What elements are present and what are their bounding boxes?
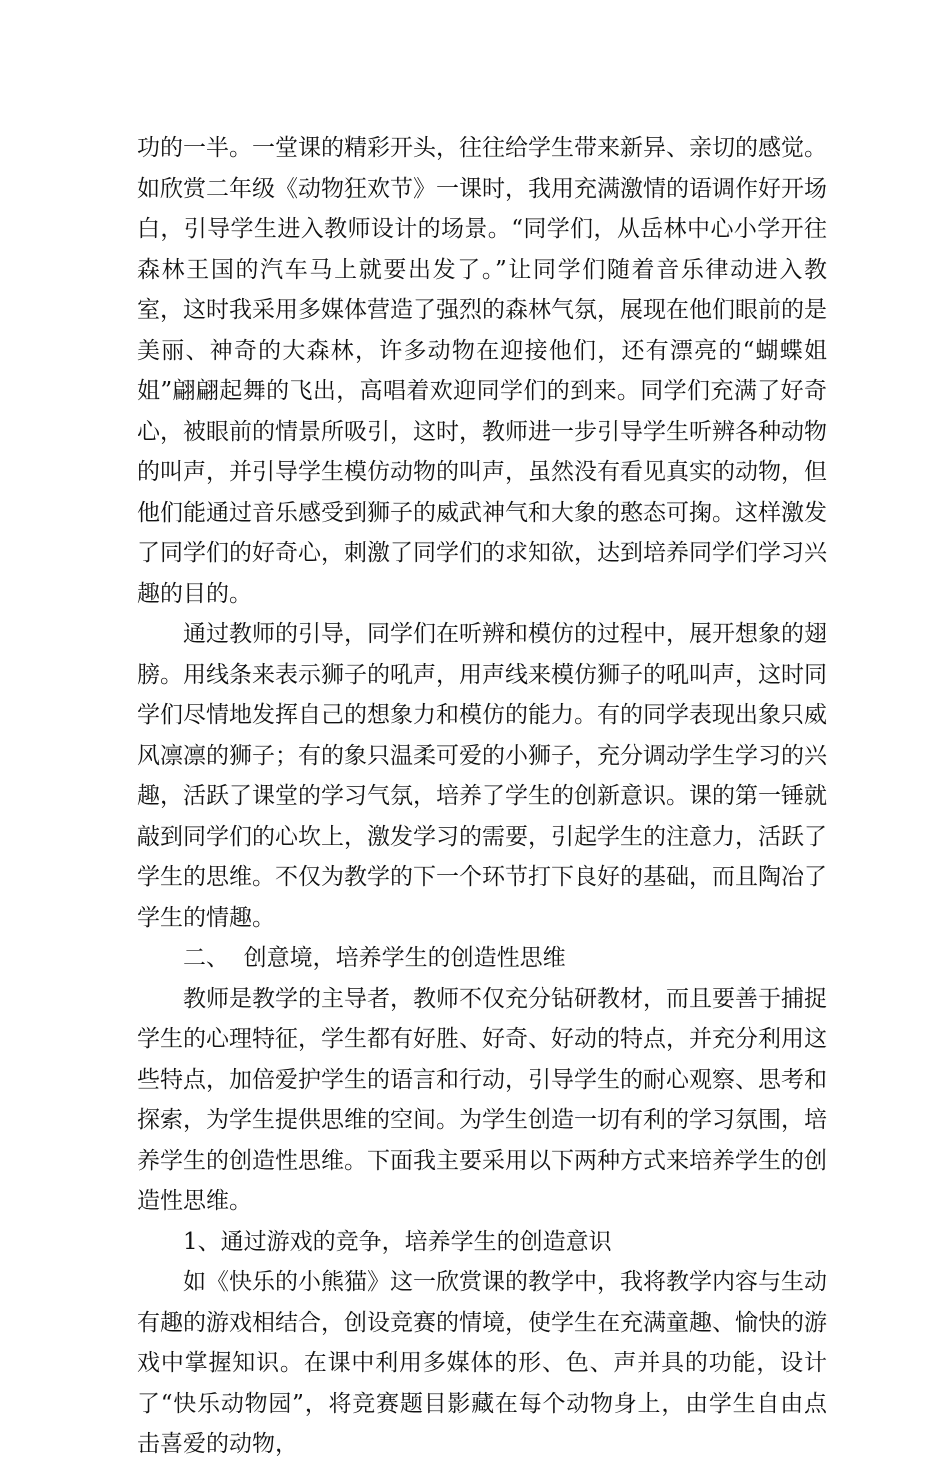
paragraph-guidance: 通过教师的引导，同学们在听辨和模仿的过程中，展开想象的翅膀。用线条来表示狮子的吼声，用声线来模仿狮子的吼叫声，这时同学们尽情地发挥自己的想象力和模仿的能力。有的同学表现出象只威风凛凛的狮子；有的象只温柔可爱的小狮子，充分调动学生学习的兴趣，活跃了课堂的学习气氛，培养了学生的创新意识。课的第一锤就敲到同学们的心坎上，激发学习的需要，引起学生的注意力，活跃了学生的思维。不仅为教学的下一个环节打下良好的基础，而且陶冶了学生的情趣。 — [137, 621, 827, 931]
paragraph-continuation: 功的一半。一堂课的精彩开头，往往给学生带来新异、亲切的感觉。如欣赏二年级《动物狂欢节》一课时，我用充满激情的语调作好开场白，引导学生进入教师设计的场景。“同学们，从岳林中心小学开往森林王国的汽车马上就要出发了。”让同学们随着音乐律动进入教室，这时我采用多媒体营造了强烈的森林气氛，展现在他们眼前的是美丽、神奇的大森林，许多动物在迎接他们，还有漂亮的“蝴蝶姐姐”翩翩起舞的飞出，高唱着欢迎同学们的到来。同学们充满了好奇心，被眼前的情景所吸引，这时，教师进一步引导学生听辨各种动物的叫声，并引导学生模仿动物的叫声，虽然没有看见真实的动物，但他们能通过音乐感受到狮子的威武神气和大象的憨态可掬。这样激发了同学们的好奇心，刺激了同学们的求知欲，达到培养同学们学习兴趣的目的。 — [137, 135, 827, 607]
document-body — [137, 128, 827, 1465]
section-heading-2: 二、 创意境，培养学生的创造性思维 — [183, 945, 566, 971]
paragraph-game-example: 如《快乐的小熊猫》这一欣赏课的教学中，我将教学内容与生动有趣的游戏相结合，创设竞赛的情境，使学生在充满童趣、愉快的游戏中掌握知识。在课中利用多媒体的形、色、声并具的功能，设计了“快乐动物园”，将竞赛题目影藏在每个动物身上，由学生自由点击喜爱的动物， — [137, 1269, 827, 1457]
subsection-heading-1: 1、通过游戏的竞争，培养学生的创造意识 — [183, 1228, 612, 1255]
paragraph-teacher-role: 教师是教学的主导者，教师不仅充分钻研教材，而且要善于捕捉学生的心理特征，学生都有好胜、好奇、好动的特点，并充分利用这些特点，加倍爱护学生的语言和行动，引导学生的耐心观察、思考和探索，为学生提供思维的空间。为学生创造一切有利的学习氛围，培养学生的创造性思维。下面我主要采用以下两种方式来培养学生的创造性思维。 — [137, 985, 827, 1214]
